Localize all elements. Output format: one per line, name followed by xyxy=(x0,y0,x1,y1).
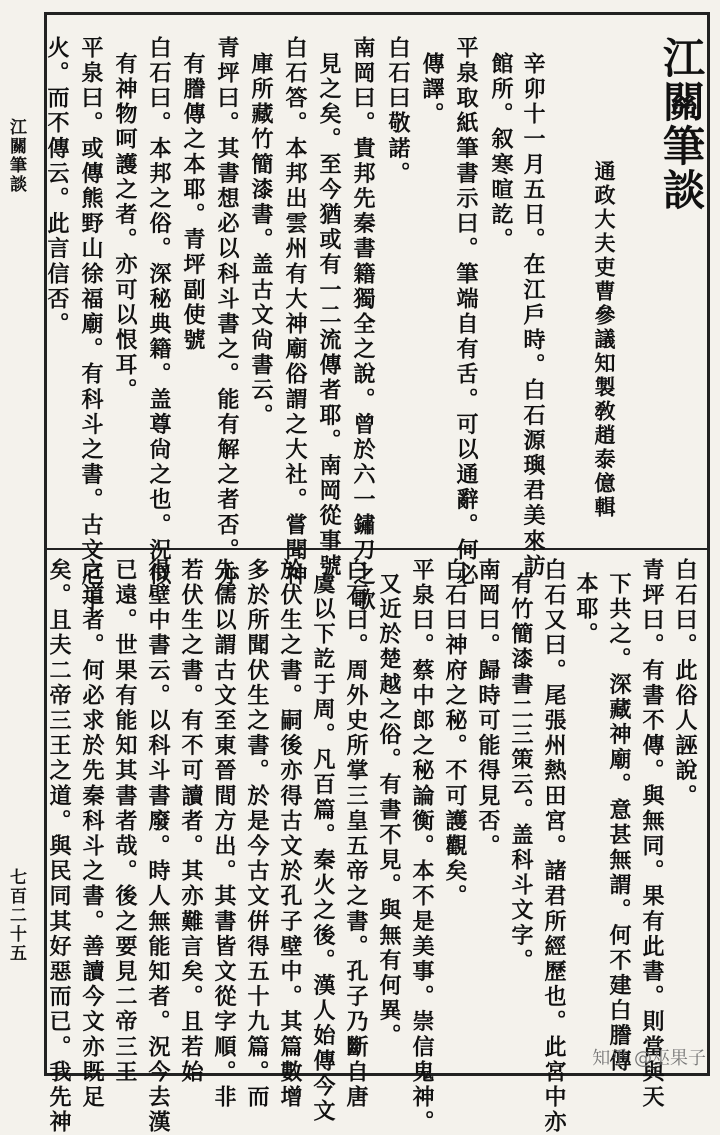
text-column: 平泉取紙筆書示曰。筆端自有舌。可以通辭。何必 xyxy=(453,36,479,589)
text-column: 辛卯十一月五日。在江戶時。白石源璵君美來訪 xyxy=(520,52,546,580)
text-column: 南岡曰。貴邦先秦書籍獨全之說。曾於六一鏽刀之歌 xyxy=(350,36,376,614)
text-column: 火。而不傳云。此言信否。 xyxy=(44,36,70,338)
text-column: 已遠。世果有能知其書者哉。後之要見二帝三王 xyxy=(112,558,138,1086)
text-column: 下共之。深藏神廟。意甚無謂。何不建白謄傳 xyxy=(606,572,632,1074)
text-column: 青坪曰。其書想必以科斗書之。能有解之者否。亦 xyxy=(214,36,240,589)
text-column: 青坪曰。有書不傳。與無同。果有此書。則當與天 xyxy=(639,558,665,1111)
text-column: 有竹簡漆書二三策云。盖科斗文字。 xyxy=(508,572,534,974)
section-divider xyxy=(44,548,710,550)
text-column: 虞以下訖于周。凡百篇。秦火之後。漢人始傳今文 xyxy=(310,572,336,1125)
text-column: 館所。叙寒暄訖。 xyxy=(488,52,514,253)
text-column: 白石又曰。尾張州熱田宮。諸君所經歷也。此宮中亦 xyxy=(541,558,567,1135)
text-column: 若伏生之書。有不可讀者。其亦難言矣。且若始 xyxy=(178,558,204,1086)
margin-title: 江關筆談 xyxy=(6,118,26,194)
text-column: 之道者。何必求於先秦科斗之書。善讀今文亦既足 xyxy=(79,558,105,1111)
text-column: 白石答。本邦出雲州有大神廟俗謂之大社。嘗聞神 xyxy=(282,36,308,589)
book-title: 江關筆談 xyxy=(657,36,706,212)
text-column: 有神物呵護之者。亦可以恨耳。 xyxy=(112,52,138,404)
text-column: 白石曰。周外史所掌三皇五帝之書。孔子乃斷自唐 xyxy=(343,558,369,1111)
text-column: 多於所聞伏生之書。於是今古文倂得五十九篇。而 xyxy=(244,558,270,1111)
text-column: 又近於楚越之俗。有書不見。與無有何異。 xyxy=(376,572,402,1049)
text-column: 有謄傳之本耶。青坪副使號 xyxy=(180,52,206,354)
watermark: 知乎 @巫果子 xyxy=(592,1048,706,1069)
text-column: 先儒以謂古文至東晉間方出。其書皆文從字順。非 xyxy=(211,558,237,1111)
text-column: 庫所藏竹簡漆書。盖古文尙書云。 xyxy=(248,52,274,429)
text-column: 平泉曰。或傳熊野山徐福廟。有科斗之書。古文厄于 xyxy=(78,36,104,614)
text-column: 白石曰。本邦之俗。深秘典籍。盖尊尙之也。況似 xyxy=(146,36,172,589)
margin-page-number: 七百二十五 xyxy=(6,868,26,963)
text-column: 得壁中書云。以科斗書廢。時人無能知者。況今去漢 xyxy=(145,558,171,1135)
text-column: 南岡曰。歸時可能得見否。 xyxy=(475,558,501,860)
text-column: 白石曰。此俗人誣說。 xyxy=(672,558,698,809)
text-column: 傳譯。 xyxy=(419,52,445,128)
text-column: 矣。且夫二帝三王之道。與民同其好惡而已。我先神 xyxy=(46,558,72,1135)
text-column: 於伏生之書。嗣後亦得古文於孔子壁中。其篇數增 xyxy=(277,558,303,1111)
compiler-byline: 通政大夫吏曹參議知製敎趙泰億輯 xyxy=(592,160,617,520)
text-column: 本耶。 xyxy=(573,572,599,648)
text-column: 白石曰神府之秘。不可護觀矣。 xyxy=(442,558,468,910)
text-column: 白石曰敬諾。 xyxy=(385,36,411,187)
text-column: 見之矣。至今猶或有一二流傳者耶。南岡從事號 xyxy=(316,52,342,580)
text-column: 平泉曰。蔡中郎之秘論衡。本不是美事。崇信鬼神。 xyxy=(409,558,435,1135)
